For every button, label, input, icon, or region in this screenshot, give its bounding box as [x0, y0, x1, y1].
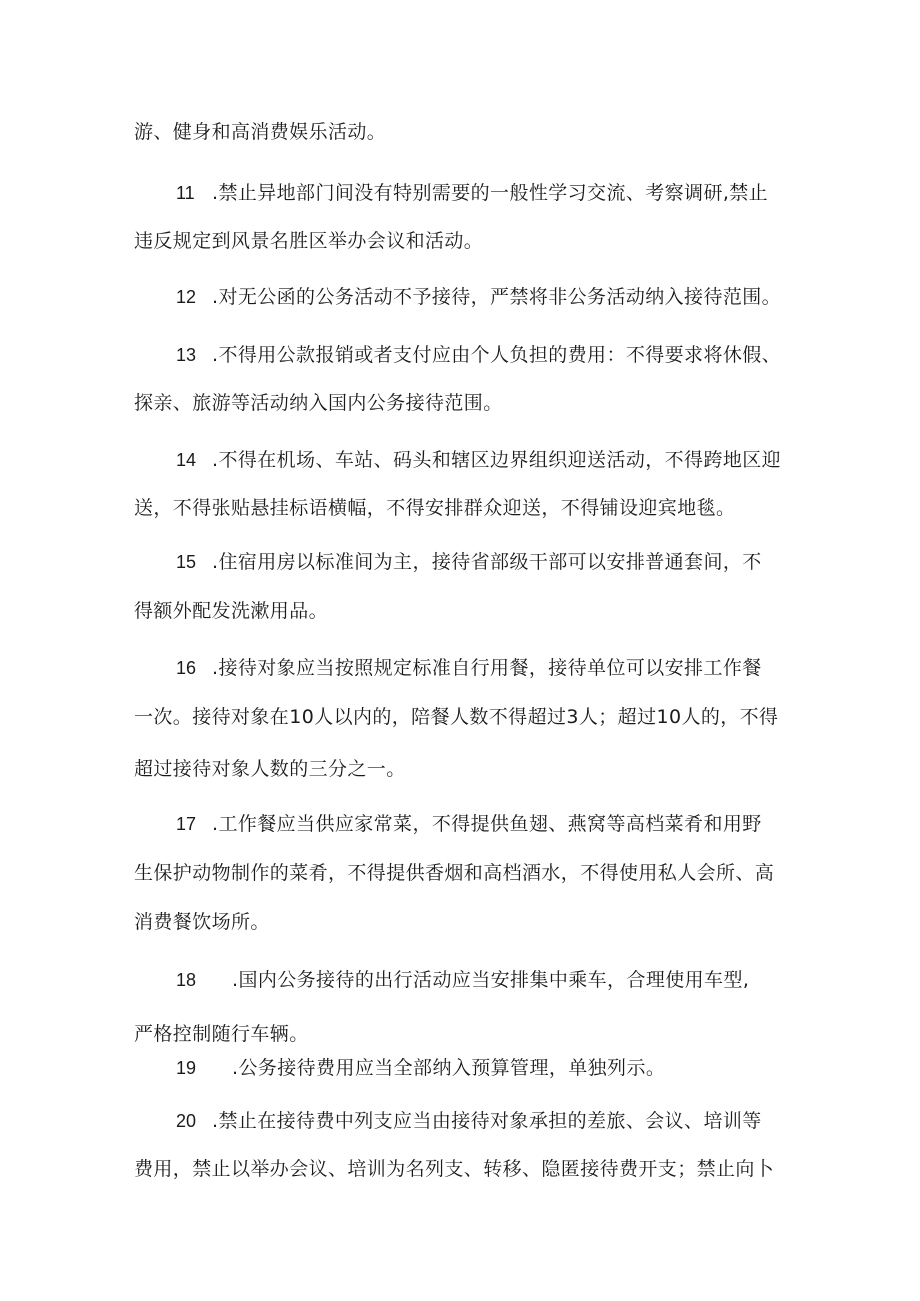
line-text: 生保护动物制作的菜肴，不得提供香烟和高档酒水，不得使用私人会所、高: [134, 862, 775, 884]
text-line: [134, 229, 794, 253]
numbered-item-20: [176, 1109, 796, 1133]
item-number: 14: [176, 450, 197, 470]
line-text: 得额外配发洗漱用品。: [134, 600, 329, 622]
line-text: 违反规定到风景名胜区举办会议和活动。: [134, 230, 484, 252]
numbered-item-11: [176, 181, 796, 205]
item-number: 12: [176, 287, 197, 307]
numbered-item-17: [176, 812, 796, 836]
line-text: 超过接待对象人数的三分之一。: [134, 758, 406, 780]
numbered-item-14: [176, 448, 796, 472]
line-text: 探亲、旅游等活动纳入国内公务接待范围。: [134, 392, 503, 414]
numbered-item-12: [176, 285, 796, 309]
item-number: 17: [176, 814, 197, 834]
item-number: 20: [176, 1111, 197, 1131]
item-number: 18: [176, 970, 197, 990]
item-number: 13: [176, 345, 197, 365]
line-text: 送，不得张贴悬挂标语横幅，不得安排群众迎送，不得铺设迎宾地毯。: [134, 497, 736, 519]
numbered-item-19: [176, 1056, 796, 1080]
text-line: [134, 1157, 794, 1181]
line-text: .公务接待费用应当全部纳入预算管理，单独列示。: [232, 1057, 666, 1079]
line-text: .禁止异地部门间没有特别需要的一般性学习交流、考察调研,禁止: [212, 182, 769, 204]
numbered-item-18: [176, 968, 796, 992]
numbered-item-13: [176, 343, 796, 367]
line-text: .不得用公款报销或者支付应由个人负担的费用：不得要求将休假、: [212, 344, 782, 366]
line-text: 消费餐饮场所。: [134, 911, 270, 933]
line-text: 游、健身和高消费娱乐活动。: [134, 121, 387, 143]
line-text: .接待对象应当按照规定标准自行用餐，接待单位可以安排工作餐: [212, 657, 762, 679]
text-line: [134, 599, 794, 623]
text-line: [134, 1022, 794, 1046]
line-text: 一次。接待对象在10人以内的，陪餐人数不得超过3人；超过10人的，不得: [134, 706, 779, 728]
text-line: [134, 120, 794, 144]
line-text: 费用，禁止以举办会议、培训为名列支、转移、隐匿接待费开支；禁止向卜: [134, 1158, 775, 1180]
numbered-item-15: [176, 550, 796, 574]
line-text: .住宿用房以标准间为主，接待省部级干部可以安排普通套间，不: [212, 551, 762, 573]
numbered-item-16: [176, 656, 796, 680]
text-line: [134, 496, 794, 520]
text-line: [134, 910, 794, 934]
line-text: .工作餐应当供应家常菜，不得提供鱼翅、燕窝等高档菜肴和用野: [212, 813, 762, 835]
line-text: .禁止在接待费中列支应当由接待对象承担的差旅、会议、培训等: [212, 1110, 762, 1132]
item-number: 19: [176, 1058, 197, 1078]
text-line: [134, 705, 794, 729]
text-line: [134, 757, 794, 781]
text-line: [134, 391, 794, 415]
item-number: 11: [176, 183, 195, 203]
text-line: [134, 861, 794, 885]
item-number: 15: [176, 552, 197, 572]
line-text: .对无公函的公务活动不予接待，严禁将非公务活动纳入接待范围。: [212, 286, 782, 308]
line-text: .国内公务接待的出行活动应当安排集中乘车，合理使用车型,: [232, 969, 750, 991]
line-text: .不得在机场、车站、码头和辖区边界组织迎送活动，不得跨地区迎: [212, 449, 782, 471]
item-number: 16: [176, 658, 197, 678]
line-text: 严格控制随行车辆。: [134, 1023, 309, 1045]
